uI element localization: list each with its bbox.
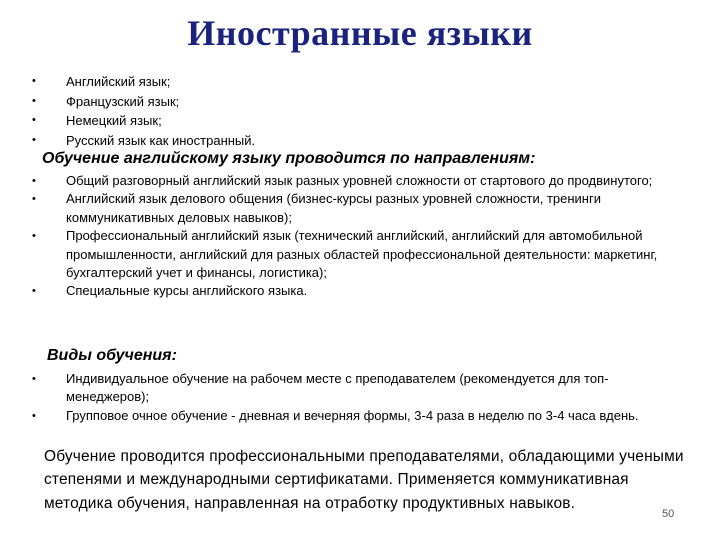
list-item: • Французский язык; [18, 92, 698, 112]
kinds-heading: Виды обучения: [47, 347, 177, 364]
list-item: • Русский язык как иностранный. [18, 131, 698, 151]
summary-paragraph: Обучение проводится профессиональными преподавателями, обладающими учеными степенями и международными сертификатами. Применяется коммуникативная методика обучения, направленная на отработку продуктивных навыков. [44, 448, 684, 512]
page-number: 50 [662, 508, 675, 520]
languages-list [18, 72, 698, 150]
list-item: • Немецкий язык; [18, 111, 698, 131]
slide-title: Иностранные языки [187, 13, 533, 53]
directions-heading: Обучение английскому языку проводится по направлениям: [42, 150, 536, 167]
list-item: • Английский язык делового общения (бизнес-курсы разных уровней сложности, тренинги коммуникативных деловых навыков); [18, 190, 678, 227]
list-item: • Специальные курсы английского языка. [18, 282, 678, 300]
kinds-list [18, 370, 678, 425]
list-item: • Общий разговорный английский язык разных уровней сложности от стартового до продвинутого; [18, 172, 678, 190]
list-item: • Групповое очное обучение - дневная и вечерняя формы, 3-4 раза в неделю по 3-4 часа вдень. [18, 407, 678, 425]
directions-list [18, 172, 678, 301]
list-item: • Профессиональный английский язык (технический английский, английский для автомобильной промышленности, английский для разных областей профессиональной деятельности: маркетинг, бухгалтерский учет и финансы, логистика); [18, 227, 678, 282]
list-item: • Английский язык; [18, 72, 698, 92]
list-item: • Индивидуальное обучение на рабочем месте с преподавателем (рекомендуется для топ-менеджеров); [18, 370, 678, 407]
